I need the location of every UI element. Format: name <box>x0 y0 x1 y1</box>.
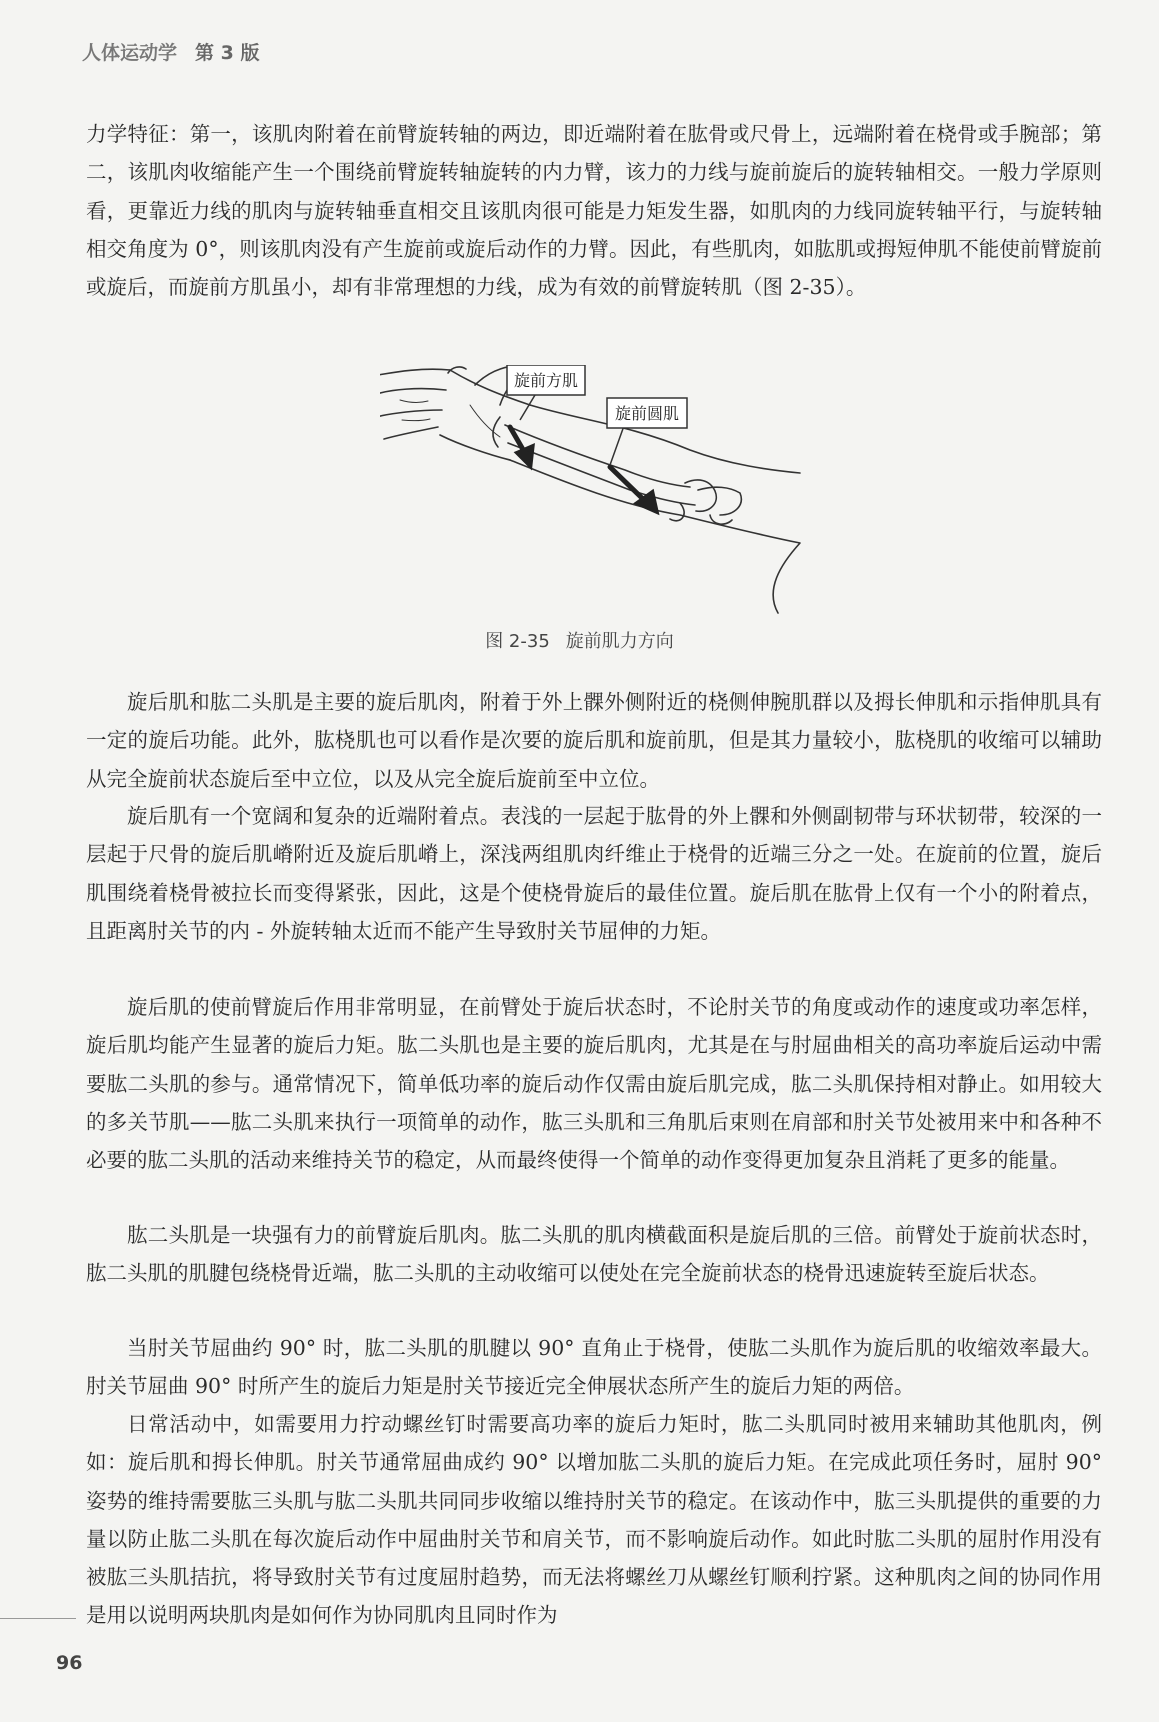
figure-caption-text: 旋前肌力方向 <box>565 631 674 652</box>
paragraph-supinator-action: 旋后肌的使前臂旋后作用非常明显，在前臂处于旋后状态时，不论肘关节的角度或动作的速度或功率怎样，旋后肌均能产生显著的旋后力矩。肱二头肌也是主要的旋后肌肉，尤其是在与肘屈曲相关的高功率旋后运动中需要肱二头肌的参与。通常情况下，简单低功率的旋后动作仅需由旋后肌完成，肱二头肌保持相对静止。如用较大的多关节肌——肱二头肌来执行一项简单的动作，肱三头肌和三角肌后束则在肩部和肘关节处被用来中和各种不必要的肱二头肌的活动来维持关节的稳定，从而最终使得一个简单的动作变得更加复杂且消耗了更多的能量。 <box>86 995 1102 1173</box>
label-pronator-teres: 旋前圆肌 <box>614 404 680 423</box>
paragraph-biceps: 肱二头肌是一块强有力的前臂旋后肌肉。肱二头肌的肌肉横截面积是旋后肌的三倍。前臂处于旋前状态时，肱二头肌的肌腱包绕桡骨近端，肱二头肌的主动收缩可以使处在完全旋前状态的桡骨迅速旋转至旋后状态。 <box>86 1223 1102 1286</box>
forearm-illustration <box>380 365 840 615</box>
figure-caption <box>0 627 1159 653</box>
figure-number: 图 2-35 <box>485 631 550 652</box>
edition-label: 第 3 版 <box>195 42 260 64</box>
page-number: 96 <box>56 1652 83 1674</box>
label-pronator-quadratus: 旋前方肌 <box>513 371 579 390</box>
book-title: 人体运动学 <box>82 42 178 64</box>
paragraph-mechanics: 力学特征：第一，该肌肉附着在前臂旋转轴的两边，即近端附着在肱骨或尺骨上，远端附着在桡骨或手腕部；第二，该肌肉收缩能产生一个围绕前臂旋转轴旋转的内力臂，该力的力线与旋前旋后的旋转轴相交。一般力学原则看，更靠近力线的肌肉与旋转轴垂直相交且该肌肉很可能是力矩发生器，如肌肉的力线同旋转轴平行，与旋转轴相交角度为 0°，则该肌肉没有产生旋前或旋后动作的力臂。因此，有些肌肉，如肱肌或拇短伸肌不能使前臂旋前或旋后，而旋前方肌虽小，却有非常理想的力线，成为有效的前臂旋转肌（图 2-35）。 <box>86 122 1102 300</box>
footer-rule <box>0 1618 76 1619</box>
paragraph-supinator-attachment: 旋后肌有一个宽阔和复杂的近端附着点。表浅的一层起于肱骨的外上髁和外侧副韧带与环状韧带，较深的一层起于尺骨的旋后肌嵴附近及旋后肌嵴上，深浅两组肌肉纤维止于桡骨的近端三分之一处。在旋前的位置，旋后肌围绕着桡骨被拉长而变得紧张，因此，这是个使桡骨旋后的最佳位置。旋后肌在肱骨上仅有一个小的附着点，且距离肘关节的内 - 外旋转轴太近而不能产生导致肘关节屈伸的力矩。 <box>86 804 1102 943</box>
paragraph-elbow-flexion: 当肘关节屈曲约 90° 时，肱二头肌的肌腱以 90° 直角止于桡骨，使肱二头肌作为旋后肌的收缩效率最大。肘关节屈曲 90° 时所产生的旋后力矩是肘关节接近完全伸展状态所产生的旋后力矩的两倍。 <box>86 1336 1102 1399</box>
paragraph-daily-activity: 日常活动中，如需要用力拧动螺丝钉时需要高功率的旋后力矩时，肱二头肌同时被用来辅助其他肌肉，例如：旋后肌和拇长伸肌。肘关节通常屈曲成约 90° 以增加肱二头肌的旋后力矩。在完成此项任务时，屈肘 90° 姿势的维持需要肱三头肌与肱二头肌共同同步收缩以维持肘关节的稳定。在该动作中，肱三头肌提供的重要的力量以防止肱二头肌在每次旋后动作中屈曲肘关节和肩关节，而不影响旋后动作。如此时肱二头肌的屈肘作用没有被肱三头肌拮抗，将导致肘关节有过度屈肘趋势，而无法将螺丝刀从螺丝钉顺利拧紧。这种肌肉之间的协同作用是用以说明两块肌肉是如何作为协同肌肉且同时作为 <box>86 1412 1102 1628</box>
paragraph-supinators: 旋后肌和肱二头肌是主要的旋后肌肉，附着于外上髁外侧附近的桡侧伸腕肌群以及拇长伸肌和示指伸肌具有一定的旋后功能。此外，肱桡肌也可以看作是次要的旋后肌和旋前肌，但是其力量较小，肱桡肌的收缩可以辅助从完全旋前状态旋后至中立位，以及从完全旋后旋前至中立位。 <box>86 690 1102 791</box>
running-header <box>82 38 259 65</box>
forearm-figure <box>380 365 840 615</box>
